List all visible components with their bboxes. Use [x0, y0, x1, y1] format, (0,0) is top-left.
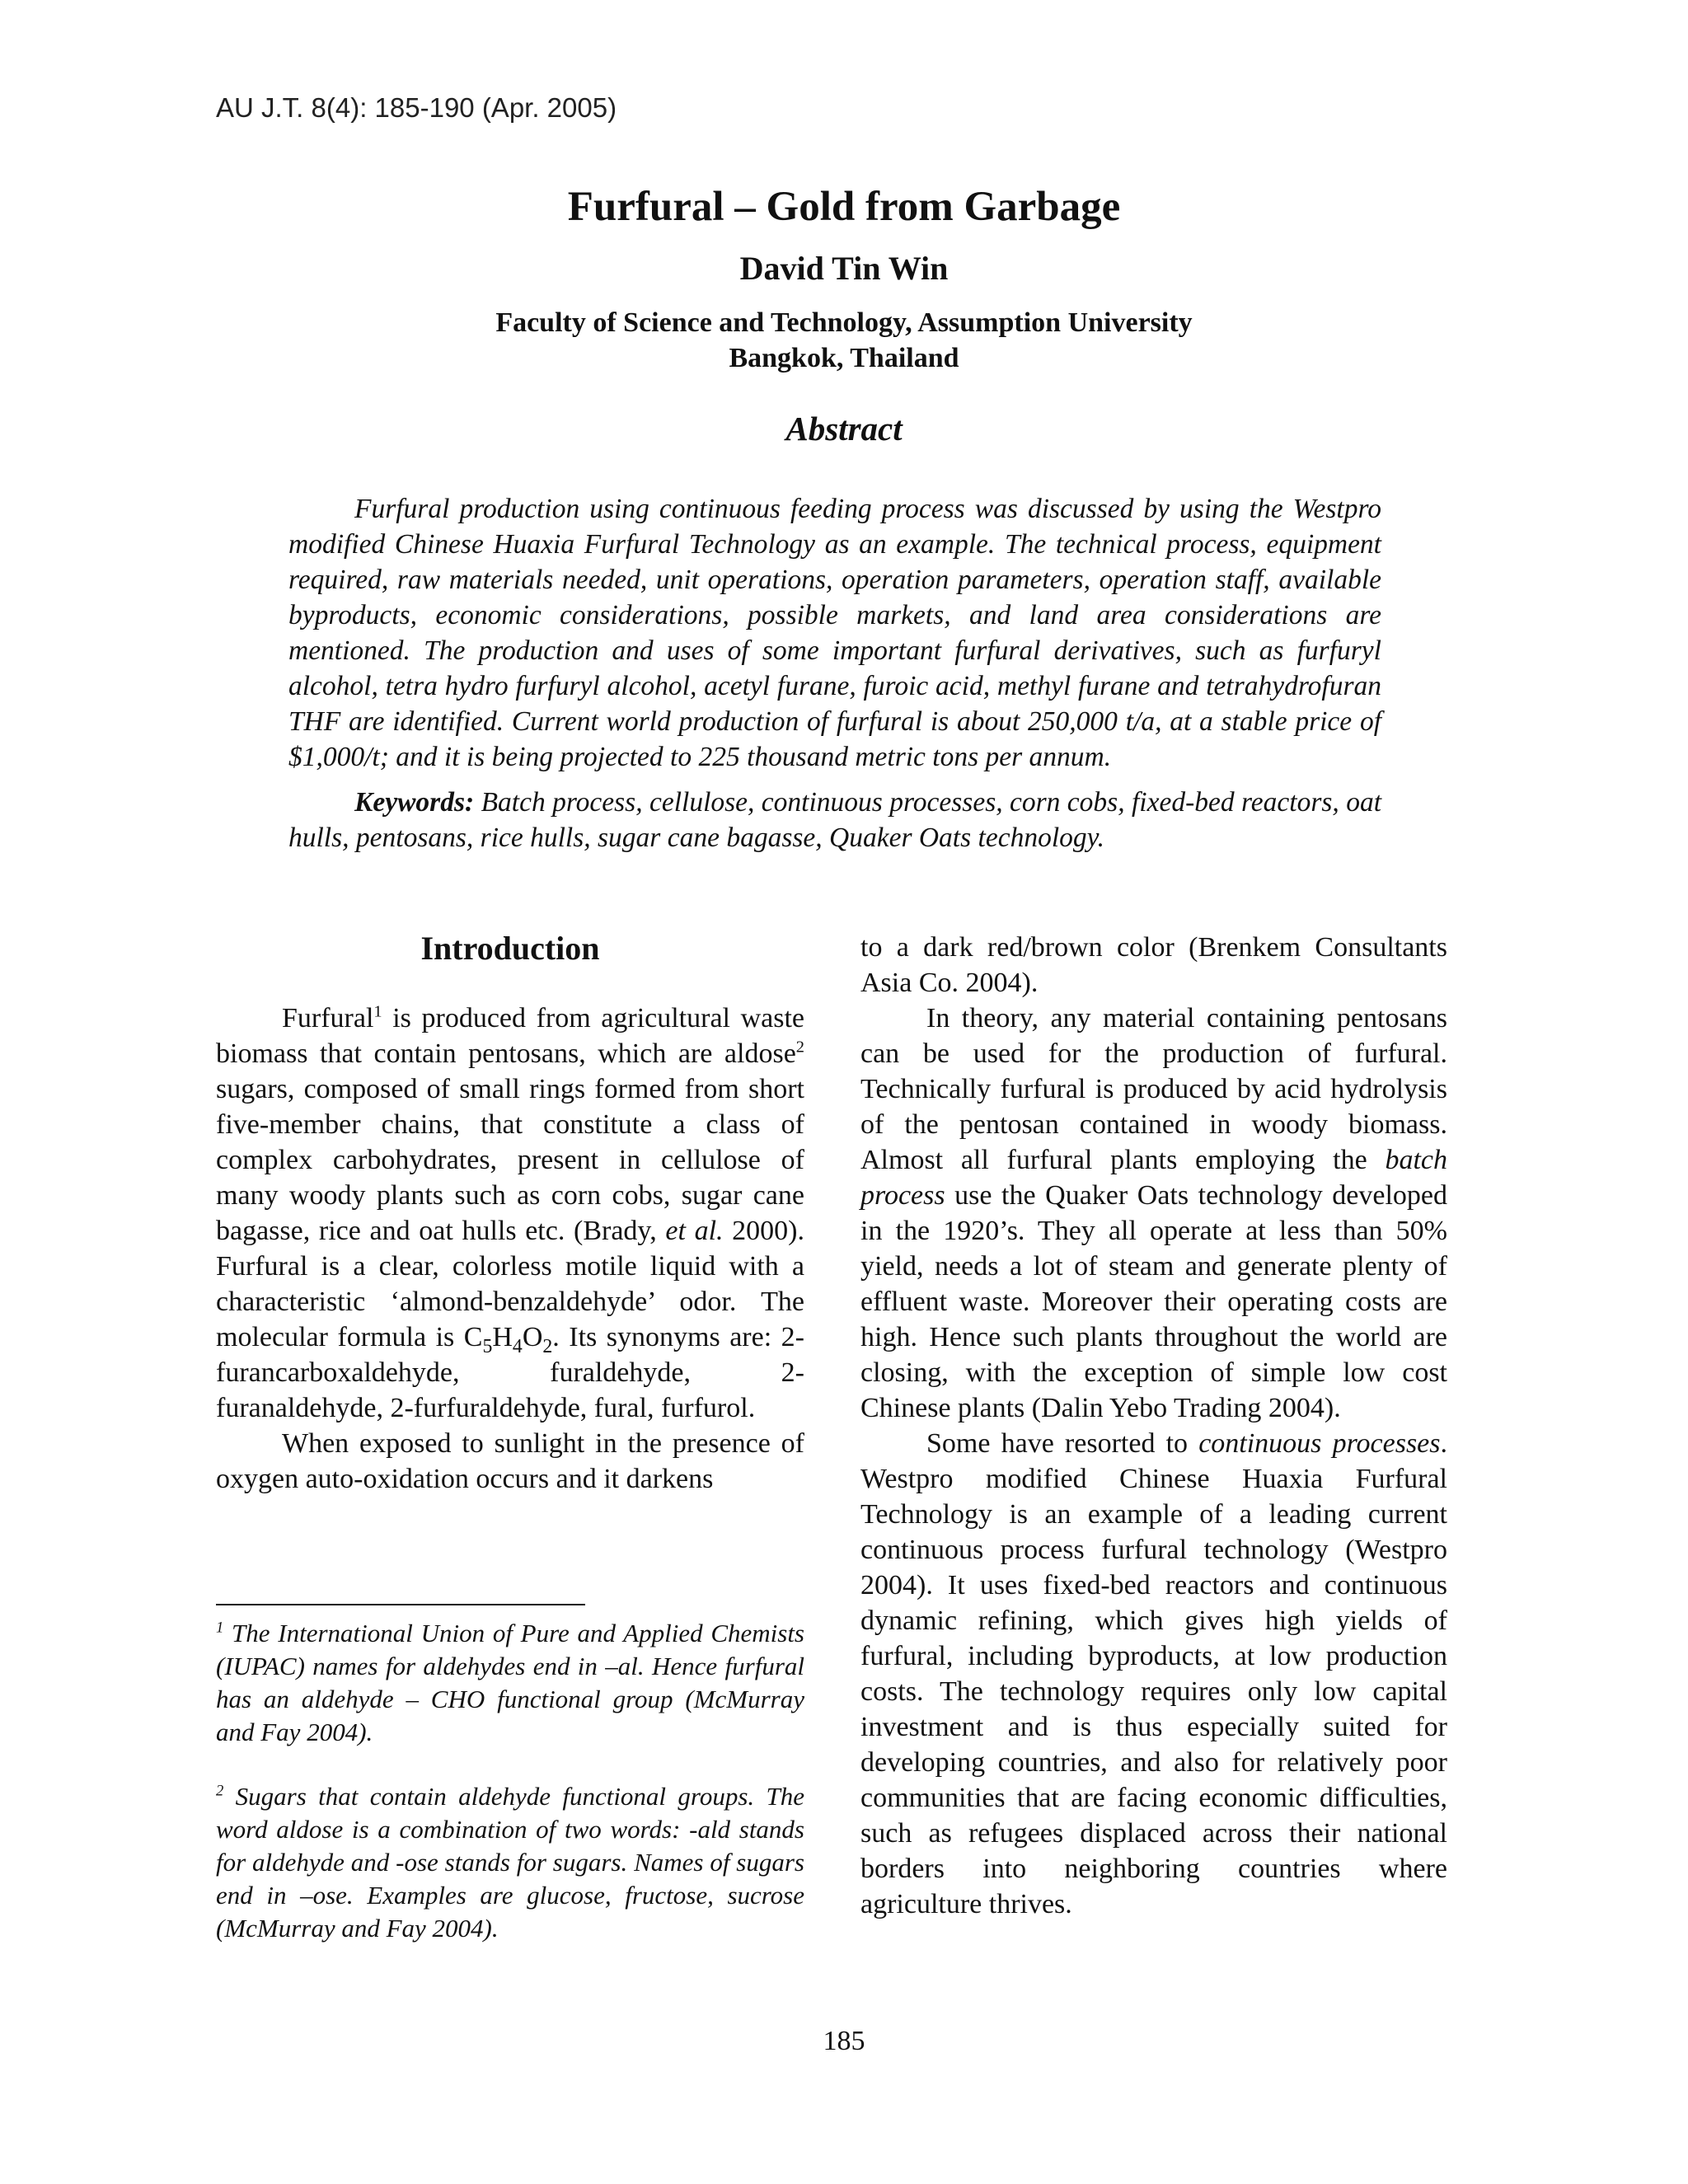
- paper-title: Furfural – Gold from Garbage: [567, 184, 1121, 230]
- formula-sub-c: 5: [482, 1335, 493, 1357]
- footnote-mark-1: 1: [373, 1002, 382, 1021]
- p1-part-b: sugars, composed of small rings formed from short five-member chains, that constitute a class of complex carbohydrates, present in cellulose of many woody plants such as corn cobs, sugar cane bagasse, rice and oat hulls etc. (Brady,: [216, 1074, 804, 1246]
- formula-sub-h: 4: [512, 1335, 523, 1357]
- footnote-mark-2: 2: [795, 1038, 804, 1057]
- footnote-2-mark: 2: [216, 1782, 224, 1800]
- term-continuous-processes: continuous processes: [1198, 1428, 1441, 1459]
- formula-o: O: [522, 1322, 543, 1352]
- abstract-block: [288, 491, 1381, 855]
- intro-paragraph-1: [216, 1001, 804, 1426]
- intro-paragraph-3: [860, 1001, 1447, 1426]
- p3-part-a: In theory, any material containing pentosans can be used for the production of furfural. Technically furfural is produced by acid hydrolysis of the pentosan contained in woody biomass. Almost all furfural plants employing the: [860, 1003, 1447, 1175]
- keywords-label: Keywords:: [354, 787, 475, 818]
- page-number: 185: [823, 2026, 865, 2056]
- p3-part-b: use the Quaker Oats technology developed in the 1920’s. They all operate at less than 50% yield, needs a lot of steam and generate plenty of effluent waste. Moreover their operating costs are high. Hence such plants throughout the world are closing, with the exception of simple low cost Chinese plants (Dalin Yebo Trading 2004).: [860, 1180, 1447, 1423]
- formula-h: H: [492, 1322, 513, 1352]
- journal-reference: AU J.T. 8(4): 185-190 (Apr. 2005): [216, 92, 617, 123]
- footnote-1-mark: 1: [216, 1619, 224, 1637]
- footnote-1: [216, 1617, 804, 1749]
- formula-sub-o: 2: [542, 1335, 553, 1357]
- footnotes: [216, 1617, 804, 1976]
- p1-part-c: 2000). Furfural is a clear, colorless motile liquid with a characteristic ‘almond-benzaldehyde’ odor. The molecular formula is C: [216, 1216, 804, 1352]
- keywords-paragraph: [288, 785, 1381, 855]
- footnote-separator: [216, 1604, 585, 1605]
- intro-paragraph-2-start: When exposed to sunlight in the presence of oxygen auto-oxidation occurs and it darkens: [216, 1428, 804, 1494]
- author-name: David Tin Win: [739, 250, 949, 287]
- affiliation-line-1: Faculty of Science and Technology, Assumption University: [495, 307, 1193, 338]
- footnote-1-text: The International Union of Pure and Applied Chemists (IUPAC) names for aldehydes end in –al. Hence furfural has an aldehyde – CHO functional group (McMurray and Fay 2004).: [216, 1619, 804, 1746]
- p4-part-b: . Westpro modified Chinese Huaxia Furfural Technology is an example of a leading current continuous process furfural technology (Westpro 2004). It uses fixed-bed reactors and continuous dynamic refining, which gives high yields of furfural, including byproducts, at low production costs. The technology requires only low capital investment and is thus especially suited for developing countries, and also for relatively poor communities that are facing economic difficulties, such as refugees displaced across their national borders into neighboring countries where agriculture thrives.: [860, 1428, 1448, 1919]
- term-batch-process: batch process: [860, 1145, 1447, 1211]
- footnote-2-text: Sugars that contain aldehyde functional groups. The word aldose is a combination of two words: -ald stands for aldehyde and -ose stands for sugars. Names of sugars end in –ose. Examples are glucose, fructose, sucrose (McMurray and Fay 2004).: [216, 1782, 804, 1943]
- left-column: [216, 930, 804, 1497]
- introduction-heading: Introduction: [420, 930, 600, 967]
- abstract-heading: Abstract: [785, 410, 903, 448]
- intro-paragraph-4: [860, 1426, 1447, 1922]
- et-al: et al.: [665, 1216, 724, 1246]
- affiliation: [0, 305, 1688, 376]
- p4-part-a: Some have resorted to: [926, 1428, 1199, 1459]
- word-furfural: Furfural: [282, 1003, 374, 1033]
- footnote-2: [216, 1780, 804, 1945]
- intro-paragraph-2-end: to a dark red/brown color (Brenkem Consultants Asia Co. 2004).: [860, 932, 1447, 998]
- p1-part-a: is produced from agricultural waste biomass that contain pentosans, which are aldose: [216, 1003, 804, 1069]
- right-column: [860, 930, 1447, 1922]
- keywords-text: Batch process, cellulose, continuous processes, corn cobs, fixed-bed reactors, oat hulls, pentosans, rice hulls, sugar cane bagasse, Quaker Oats technology.: [288, 787, 1381, 853]
- abstract-text: Furfural production using continuous feeding process was discussed by using the Westpro modified Chinese Huaxia Furfural Technology as an example. The technical process, equipment required, raw materials needed, unit operations, operation parameters, operation staff, available byproducts, economic considerations, possible markets, and land area considerations are mentioned. The production and uses of some important furfural derivatives, such as furfuryl alcohol, tetra hydro furfuryl alcohol, acetyl furane, furoic acid, methyl furane and tetrahydrofuran THF are identified. Current world production of furfural is about 250,000 t/a, at a stable price of $1,000/t; and it is being projected to 225 thousand metric tons per annum.: [288, 494, 1381, 772]
- affiliation-line-2: Bangkok, Thailand: [729, 343, 959, 373]
- p1-part-d: . Its synonyms are: 2-furancarboxaldehyde, furaldehyde, 2-furanaldehyde, 2-furfuraldehyde, fural, furfurol.: [216, 1322, 804, 1423]
